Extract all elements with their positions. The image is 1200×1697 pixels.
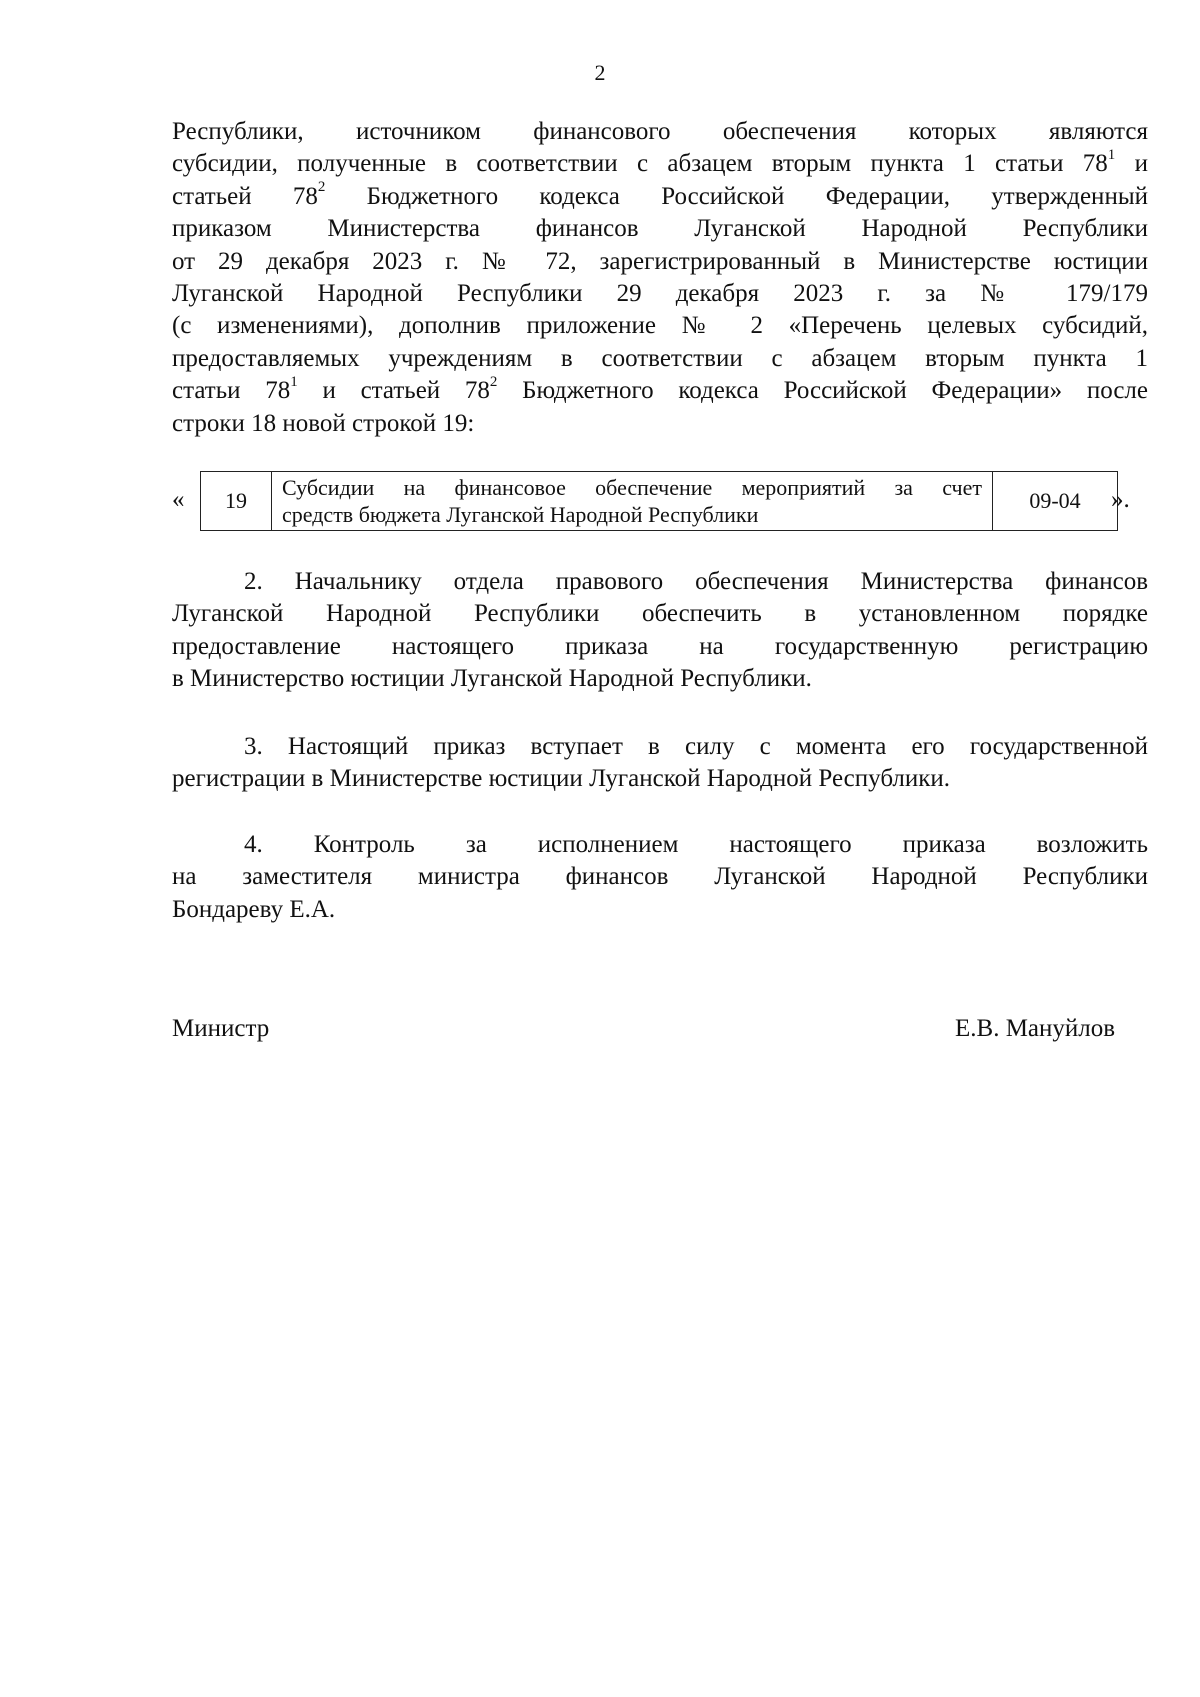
inserted-row-block bbox=[172, 471, 1148, 531]
paragraph-4 bbox=[172, 829, 1148, 926]
paragraph-3 bbox=[172, 731, 1148, 796]
intro-line-3 bbox=[172, 181, 1148, 213]
intro-line-9-tail: Бюджетного кодекса Российской Федерации» после bbox=[497, 377, 1148, 405]
paragraph-2-line-4: в Министерство юстиции Луганской Народной Республики. bbox=[172, 665, 812, 693]
intro-line-2 bbox=[172, 148, 1148, 180]
paragraph-4-line-1: 4. Контроль за исполнением настоящего приказа возложить bbox=[244, 831, 1148, 858]
paragraph-4-line-2: на заместителя министра финансов Луганской Народной Республики bbox=[172, 863, 1148, 891]
page-number: 2 bbox=[594, 60, 606, 85]
intro-line-9-text: статьи 78 bbox=[172, 377, 291, 405]
open-quote: « bbox=[172, 486, 185, 513]
superscript: 2 bbox=[317, 179, 326, 196]
intro-line-9-mid: и статьей 78 bbox=[297, 377, 490, 405]
superscript: 1 bbox=[1107, 147, 1116, 164]
superscript: 2 bbox=[489, 373, 498, 390]
paragraph-2-line-2: Луганской Народной Республики обеспечить в установленном порядке bbox=[172, 600, 1148, 628]
paragraph-2-line-3: предоставление настоящего приказа на государственную регистрацию bbox=[172, 632, 1148, 660]
paragraph-2-line-1: 2. Начальнику отдела правового обеспечения Министерства финансов bbox=[244, 568, 1148, 595]
intro-line-3-text: статьей 78 bbox=[172, 182, 318, 210]
intro-line-9 bbox=[172, 375, 1148, 407]
inserted-row-table bbox=[200, 471, 1118, 531]
intro-line-3-tail: Бюджетного кодекса Российской Федерации, утвержденный bbox=[325, 182, 1148, 210]
close-quote: ». bbox=[1111, 486, 1130, 513]
description-line-1: Субсидии на финансовое обеспечение мероприятий за счет bbox=[282, 475, 982, 500]
paragraph-2 bbox=[172, 566, 1148, 696]
intro-line-7: (с изменениями), дополнив приложение № 2 «Перечень целевых субсидий, bbox=[172, 312, 1148, 340]
intro-line-1: Республики, источником финансового обеспечения которых являются bbox=[172, 118, 1148, 145]
intro-line-10: строки 18 новой строкой 19: bbox=[172, 409, 475, 437]
paragraph-3-line-2: регистрации в Министерстве юстиции Луганской Народной Республики. bbox=[172, 765, 951, 793]
description-line-2: средств бюджета Луганской Народной Республики bbox=[282, 502, 759, 527]
intro-line-4: приказом Министерства финансов Луганской Народной Республики bbox=[172, 215, 1148, 243]
superscript: 1 bbox=[290, 373, 298, 390]
signature-name: Е.В. Мануйлов bbox=[955, 1015, 1116, 1042]
intro-line-2-text: субсидии, полученные в соответствии с абзацем вторым пункта 1 статьи 78 bbox=[172, 150, 1108, 178]
signature-title: Министр bbox=[172, 1015, 270, 1042]
row-number-cell: 19 bbox=[201, 472, 272, 531]
intro-paragraph bbox=[172, 116, 1148, 440]
intro-line-8: предоставляемых учреждениям в соответствии с абзацем вторым пункта 1 bbox=[172, 344, 1148, 372]
intro-line-5: от 29 декабря 2023 г. № 72, зарегистрированный в Министерстве юстиции bbox=[172, 247, 1148, 275]
paragraph-4-line-3: Бондареву Е.А. bbox=[172, 895, 336, 923]
row-description-cell bbox=[272, 472, 993, 531]
row-code-cell: 09-04 bbox=[993, 472, 1118, 531]
intro-line-2-tail: и bbox=[1115, 150, 1148, 178]
intro-line-6: Луганской Народной Республики 29 декабря 2023 г. за № 179/179 bbox=[172, 280, 1148, 308]
table-row bbox=[201, 472, 1118, 531]
paragraph-3-line-1: 3. Настоящий приказ вступает в силу с момента его государственной bbox=[244, 733, 1148, 760]
